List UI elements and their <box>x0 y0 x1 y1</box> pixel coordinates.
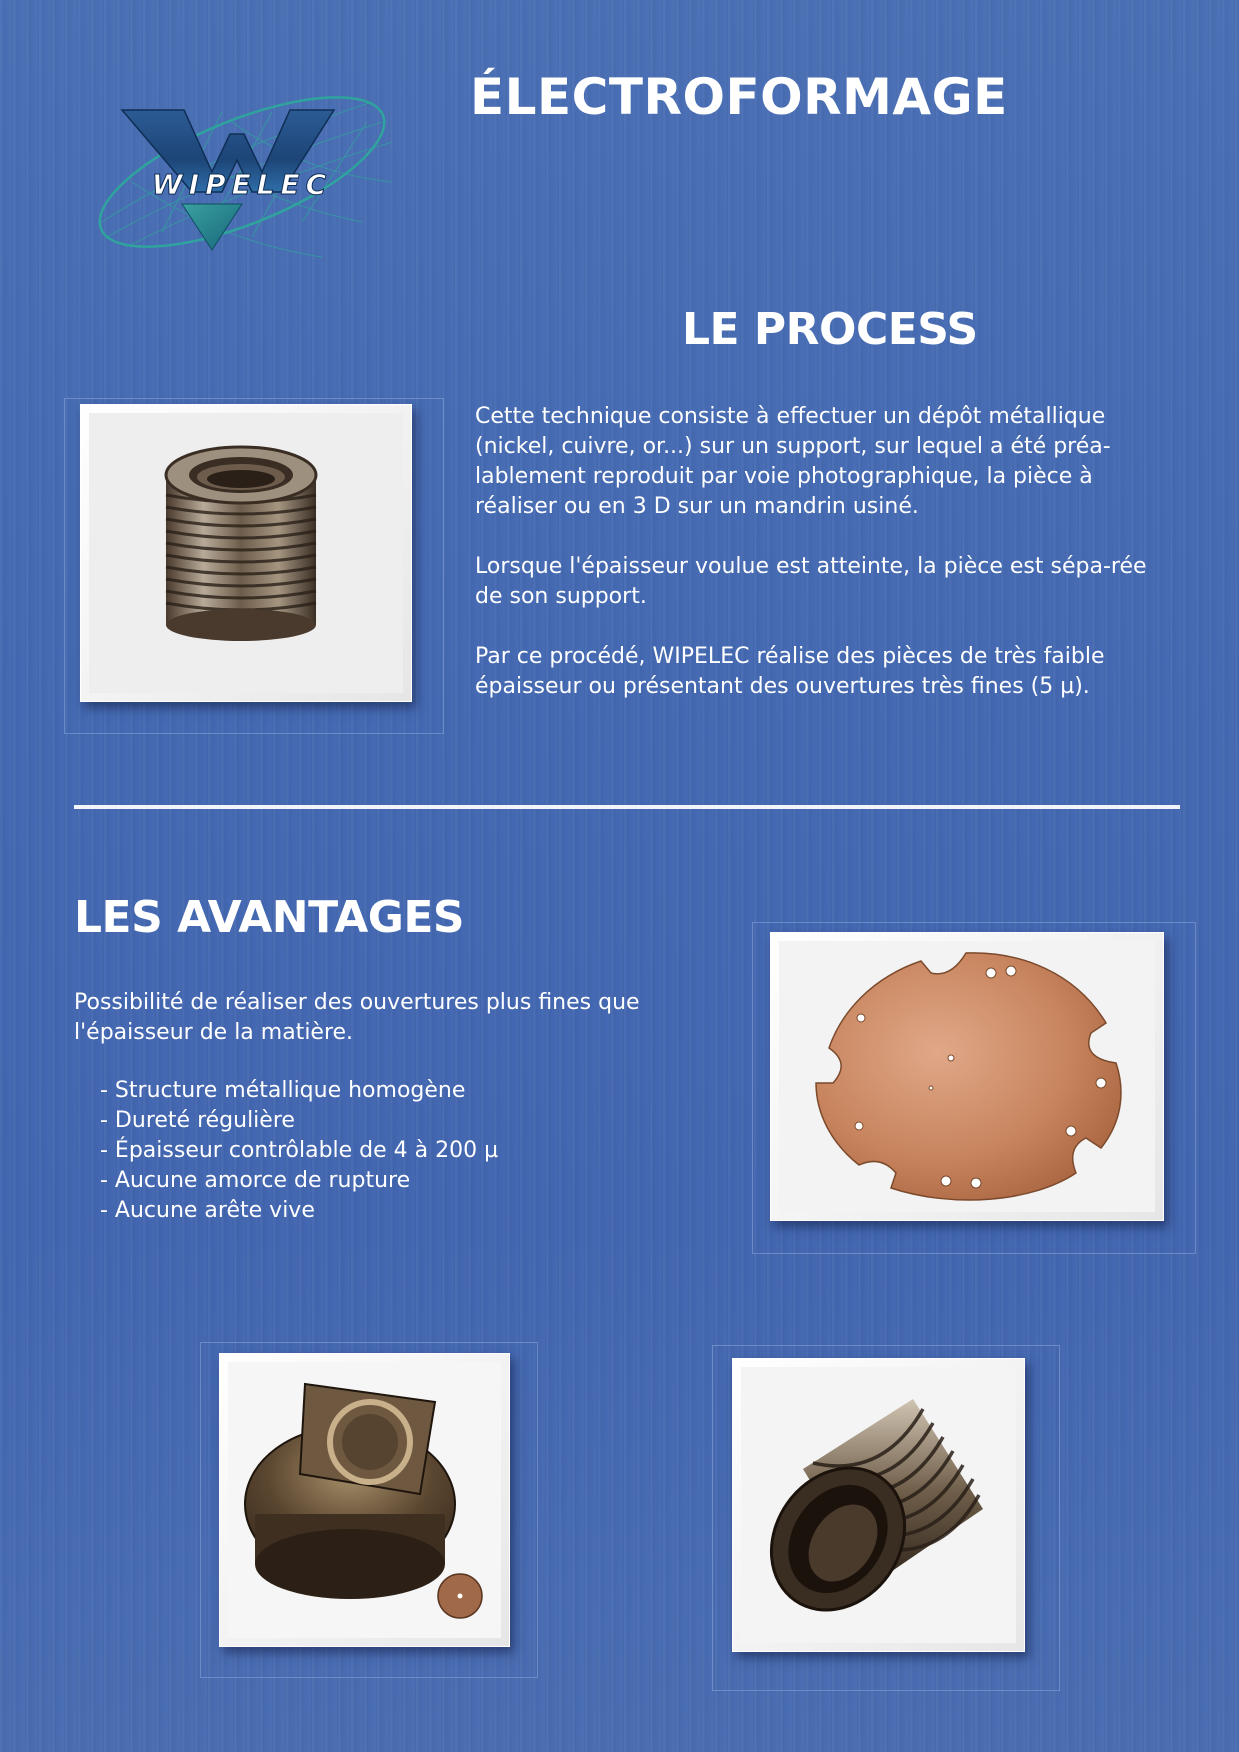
bellows-side-photo <box>732 1358 1025 1652</box>
section-divider <box>74 805 1180 809</box>
process-paragraph: Par ce procédé, WIPELEC réalise des pièces de très faible épaisseur ou présentant des ouvertures très fines (5 µ). <box>475 644 1105 699</box>
copper-disc-photo <box>770 932 1164 1221</box>
page-title: ÉLECTROFORMAGE <box>470 68 1008 126</box>
list-item: - Épaisseur contrôlable de 4 à 200 µ <box>100 1138 499 1163</box>
list-item: - Aucune amorce de rupture <box>100 1168 411 1193</box>
logo-wordmark: WIPELEC <box>151 168 333 201</box>
list-item: - Structure métallique homogène <box>100 1078 466 1103</box>
process-heading: LE PROCESS <box>682 304 978 355</box>
bellows-photo <box>80 404 412 702</box>
list-item: - Dureté régulière <box>100 1108 295 1133</box>
advantages-heading: LES AVANTAGES <box>74 892 465 943</box>
advantages-list <box>100 1076 700 1226</box>
process-paragraph: Cette technique consiste à effectuer un dépôt métallique (nickel, cuivre, or...) sur un support, sur lequel a été préa-lablement reproduit par voie photographique, la pièce à réaliser ou en 3 D sur un mandrin usiné. <box>475 404 1111 519</box>
process-paragraph: Lorsque l'épaisseur voulue est atteinte, la pièce est sépa-rée de son support. <box>475 554 1147 609</box>
advantages-intro: Possibilité de réaliser des ouvertures plus fines que l'épaisseur de la matière. <box>74 990 640 1045</box>
cap-photo <box>219 1353 510 1647</box>
list-item: - Aucune arête vive <box>100 1198 315 1223</box>
wipelec-logo <box>72 72 412 292</box>
process-description <box>475 402 1175 732</box>
